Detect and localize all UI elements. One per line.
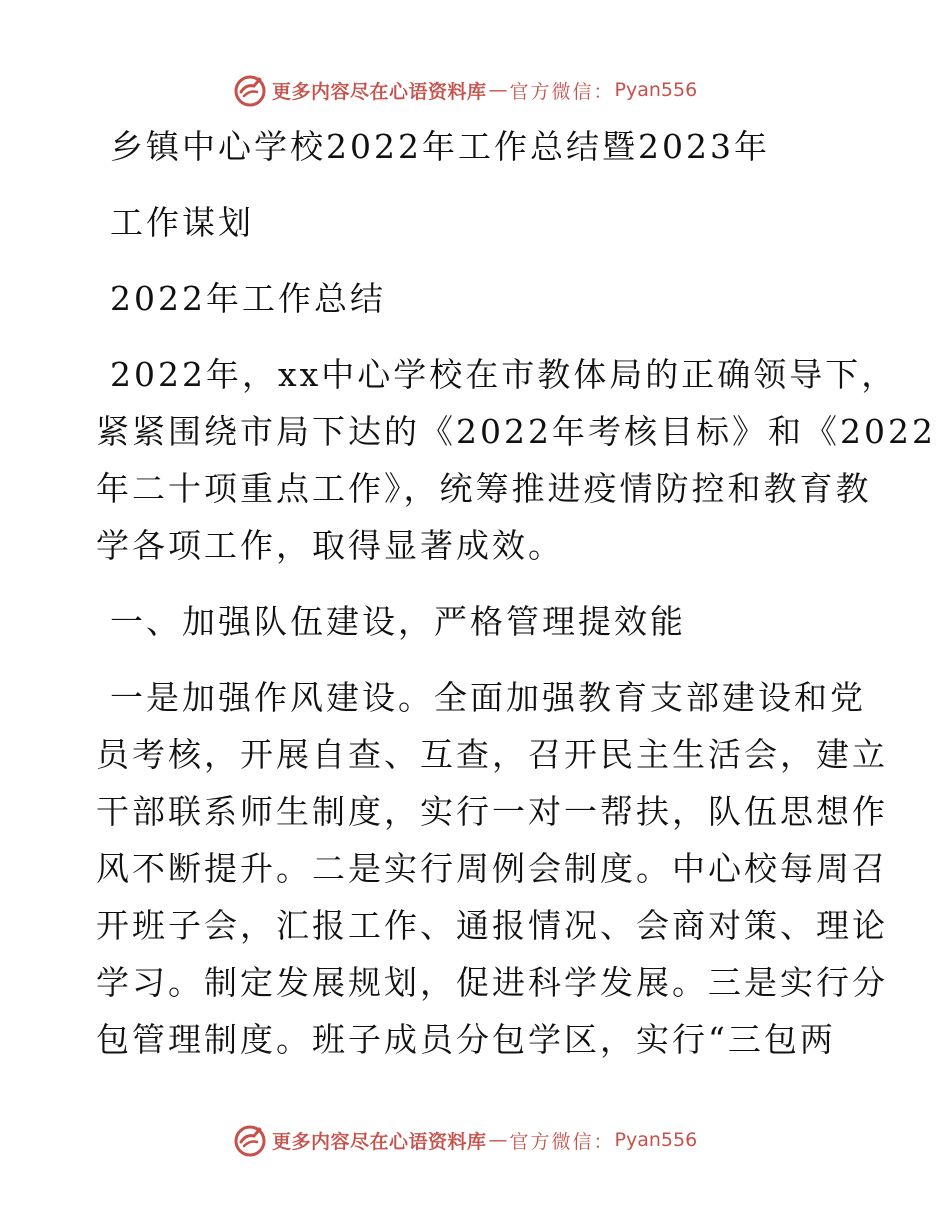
watermark-wechat-id: Pyan556 [614, 1129, 698, 1151]
intro-line-2: 紧紧围绕市局下达的《2022年考核目标》和《2022 [96, 412, 936, 451]
part-one-line-4: 风不断提升。二是实行周例会制度。中心校每周召 [96, 849, 888, 888]
part-one-line-1: 一是加强作风建设。全面加强教育支部建设和党 [110, 678, 866, 717]
part-one-line-6: 学习。制定发展规划，促进科学发展。三是实行分 [96, 963, 888, 1002]
intro-line-4: 学各项工作，取得显著成效。 [96, 526, 564, 565]
document-title-line-2: 工作谋划 [110, 203, 254, 242]
footer-watermark [232, 1120, 697, 1160]
watermark-dash: — [488, 1129, 508, 1151]
part-one-line-2: 员考核，开展自查、互查，召开民主生活会，建立 [96, 735, 888, 774]
watermark-wechat-id: Pyan556 [614, 79, 698, 101]
watermark-dash: — [488, 79, 508, 101]
section-heading: 2022年工作总结 [110, 279, 386, 318]
book-logo-icon [232, 72, 268, 108]
intro-line-3: 年二十项重点工作》，统筹推进疫情防控和教育教 [96, 469, 872, 508]
watermark-slogan: 更多内容尽在心语资料库 [272, 1130, 487, 1153]
header-watermark [232, 70, 697, 110]
part-one-line-5: 开班子会，汇报工作、通报情况、会商对策、理论 [96, 906, 888, 945]
document-title-line-1: 乡镇中心学校2022年工作总结暨2023年 [110, 127, 770, 166]
part-one-heading: 一、加强队伍建设，严格管理提效能 [110, 602, 686, 641]
book-logo-icon [232, 1122, 268, 1158]
watermark-slogan: 更多内容尽在心语资料库 [272, 80, 487, 103]
watermark-wechat-label: 官方微信： [509, 1130, 615, 1153]
part-one-line-7: 包管理制度。班子成员分包学区，实行“三包两 [96, 1020, 836, 1059]
part-one-line-3: 干部联系师生制度，实行一对一帮扶，队伍思想作 [96, 792, 888, 831]
intro-line-1: 2022年，xx中心学校在市教体局的正确领导下， [110, 355, 898, 394]
document-body [96, 118, 936, 1068]
watermark-wechat-label: 官方微信： [509, 80, 615, 103]
